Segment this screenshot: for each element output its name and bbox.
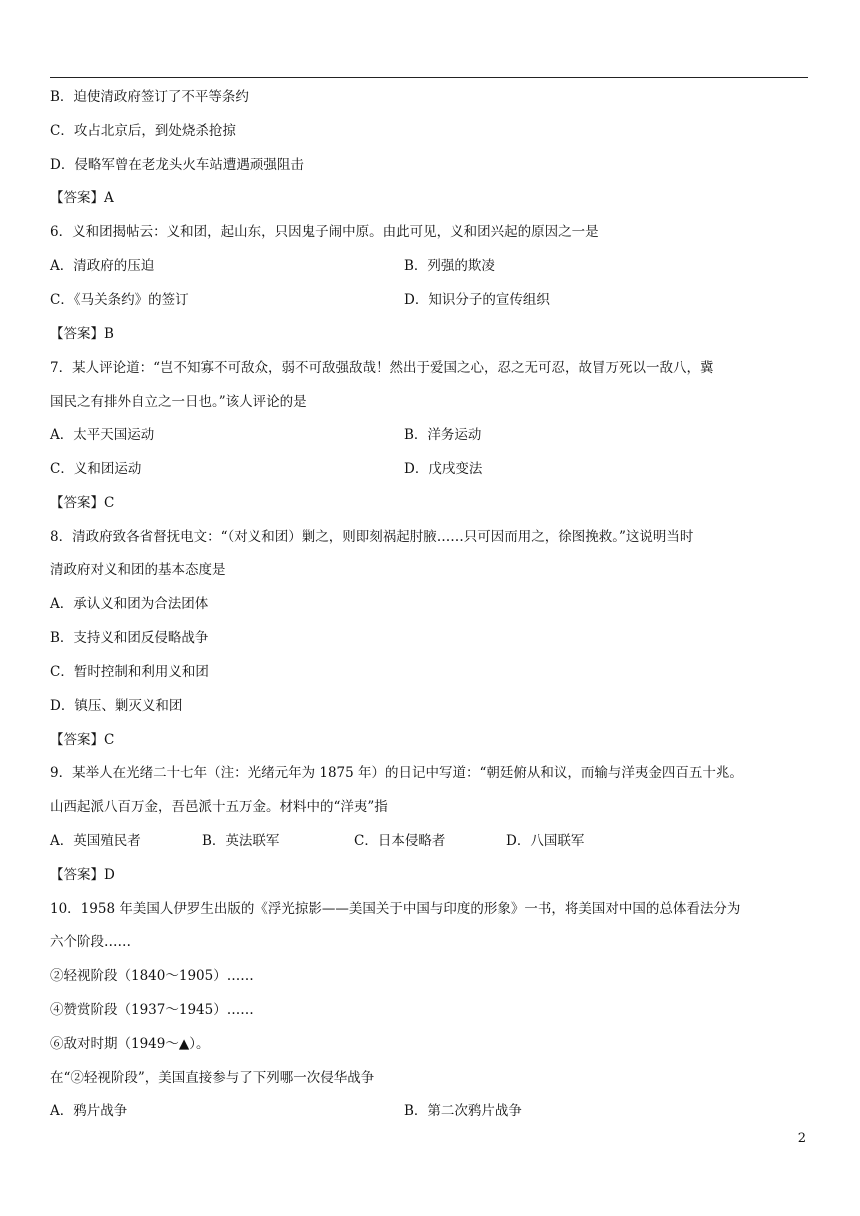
q8-option-d: D．镇压、剿灭义和团 [50,698,183,714]
q8-option-c: C．暂时控制和利用义和团 [50,664,209,680]
q9-option-c: C．日本侵略者 [354,833,446,849]
page-number: 2 [797,1131,806,1146]
q10-stage-6: ⑥敌对时期（1949～▲）。 [50,1036,210,1052]
q7-option-d: D．戊戌变法 [404,461,483,477]
q9-answer: 【答案】D [50,867,115,883]
q6-option-d: D．知识分子的宣传组织 [404,292,550,308]
q10-stage-4: ④赞赏阶段（1937～1945）…… [50,1002,254,1018]
q7-option-a: A．太平天国运动 [50,427,155,443]
q10-question: 在“②轻视阶段”，美国直接参与了下列哪一次侵华战争 [50,1070,375,1086]
q7-option-c: C．义和团运动 [50,461,142,477]
q7-stem-line2: 国民之有排外自立之一日也。”该人评论的是 [50,394,307,410]
q7-options-row1 [50,426,482,444]
q7-option-b: B．洋务运动 [404,427,482,443]
q8-option-a: A．承认义和团为合法团体 [50,596,209,612]
q10-stage-2: ②轻视阶段（1840～1905）…… [50,968,254,984]
q9-stem-line1: 9．某举人在光绪二十七年（注：光绪元年为 1875 年）的日记中写道：“朝廷俯从和议，而输与洋夷金四百五十兆。 [50,765,743,781]
q6-answer: 【答案】B [50,326,114,342]
q7-stem-line1: 7．某人评论道：“岂不知寡不可敌众，弱不可敌强敌哉！然出于爱国之心，忍之无可忍，故冒万死以一敌八，冀 [50,360,714,376]
q9-option-a: A．英国殖民者 [50,833,141,849]
q10-stem-line2: 六个阶段…… [50,934,131,950]
q10-stem-line1: 10．1958 年美国人伊罗生出版的《浮光掠影——美国关于中国与印度的形象》一书，将美国对中国的总体看法分为 [50,901,741,917]
q8-stem-line2: 清政府对义和团的基本态度是 [50,562,226,578]
q5-option-b: B．迫使清政府签订了不平等条约 [50,89,249,105]
q10-options-row1 [50,1102,522,1120]
q8-option-b: B．支持义和团反侵略战争 [50,630,209,646]
q6-options-row1 [50,257,495,275]
q8-answer: 【答案】C [50,732,115,748]
q5-option-c: C．攻占北京后，到处烧杀抢掠 [50,123,236,139]
q9-option-b: B．英法联军 [202,833,280,849]
q6-option-a: A．清政府的压迫 [50,258,155,274]
q6-option-c: C．《马关条约》的签订 [50,292,189,308]
q9-stem-line2: 山西起派八百万金，吾邑派十五万金。材料中的“洋夷”指 [50,799,388,815]
q6-options-row2 [50,291,550,309]
q7-answer: 【答案】C [50,495,115,511]
q7-options-row2 [50,460,483,478]
q10-option-a: A．鸦片战争 [50,1103,128,1119]
q8-stem-line1: 8．清政府致各省督抚电文：“（对义和团）剿之，则即刻祸起肘腋……只可因而用之，徐图挽救。”这说明当时 [50,529,694,545]
q10-option-b: B．第二次鸦片战争 [404,1103,522,1119]
q6-option-b: B．列强的欺凌 [404,258,495,274]
q5-option-d: D．侵略军曾在老龙头火车站遭遇顽强阻击 [50,157,304,173]
q5-answer: 【答案】A [50,190,114,206]
q6-stem: 6．义和团揭帖云：义和团，起山东，只因鬼子闹中原。由此可见，义和团兴起的原因之一是 [50,224,599,240]
q9-option-d: D．八国联军 [506,833,585,849]
header-rule [50,77,808,78]
